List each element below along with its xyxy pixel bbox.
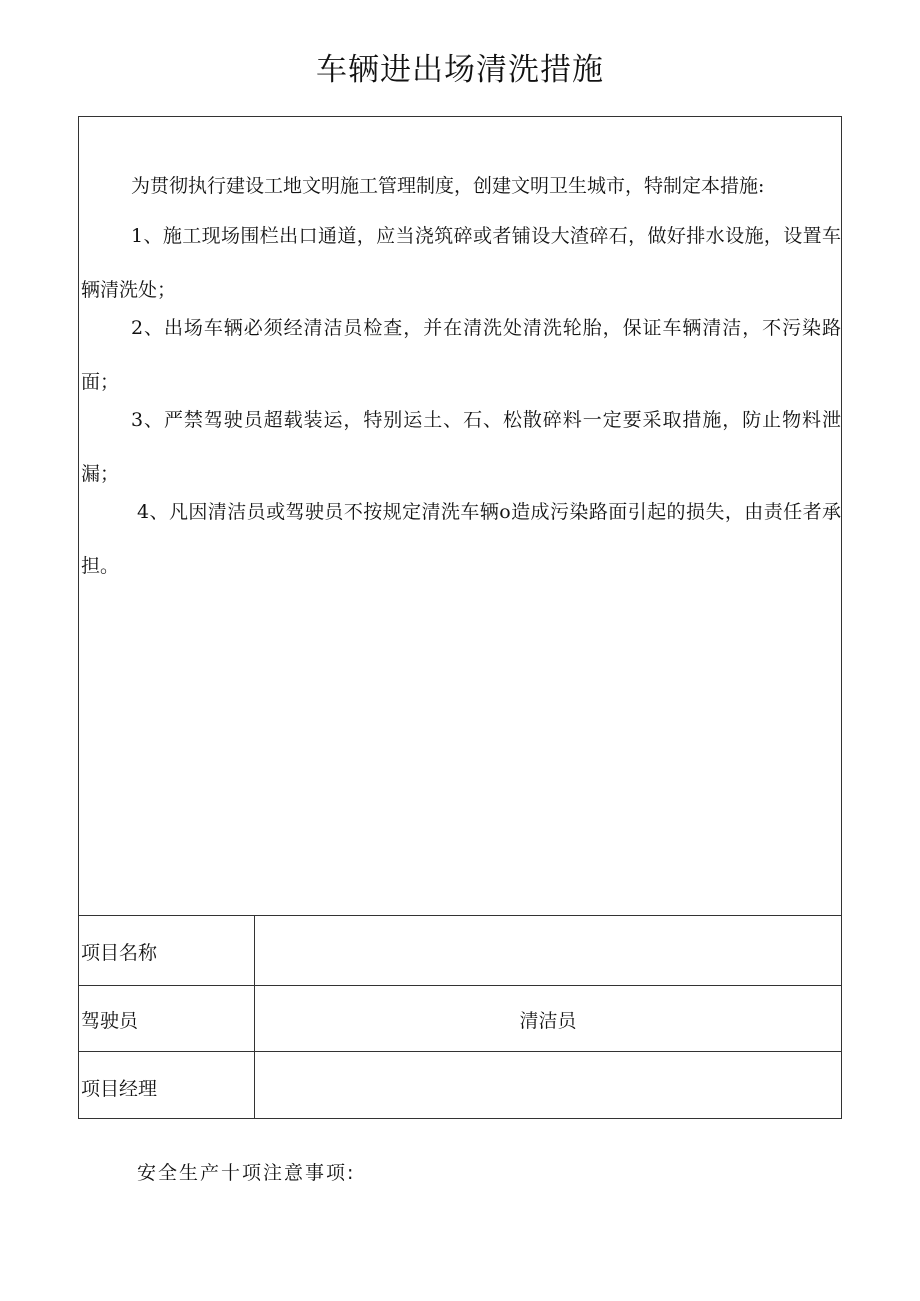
column-divider bbox=[254, 916, 255, 985]
driver-row bbox=[79, 986, 841, 1052]
measures-body-cell bbox=[79, 117, 841, 916]
project-manager-row bbox=[79, 1052, 841, 1118]
intro-paragraph: 为贯彻执行建设工地文明施工管理制度，创建文明卫生城市，特制定本措施: bbox=[131, 175, 765, 197]
project-manager-label: 项目经理 bbox=[81, 1078, 158, 1100]
measure-item-2: 2、出场车辆必须经清洁员检查，并在清洗处清洗轮胎，保证车辆清洁，不污染路面； bbox=[81, 317, 841, 393]
cleaner-label: 清洁员 bbox=[519, 1010, 577, 1032]
column-divider bbox=[254, 1052, 255, 1118]
measure-item-4: 4、凡因清洁员或驾驶员不按规定清洗车辆o造成污染路面引起的损失，由责任者承担。 bbox=[81, 501, 841, 577]
document-title: 车辆进出场清洗措施 bbox=[316, 52, 604, 88]
project-name-label: 项目名称 bbox=[81, 942, 158, 964]
safety-notes-heading: 安全生产十项注意事项: bbox=[137, 1162, 356, 1184]
driver-label: 驾驶员 bbox=[81, 1010, 139, 1032]
project-name-row bbox=[79, 916, 841, 986]
measure-item-1: 1、施工现场围栏出口通道，应当浇筑碎或者铺设大渣碎石，做好排水设施，设置车辆清洗处； bbox=[81, 225, 841, 301]
measure-item-3: 3、严禁驾驶员超载装运，特别运土、石、松散碎料一定要采取措施，防止物料泄漏； bbox=[81, 409, 841, 485]
measures-form bbox=[78, 116, 842, 1119]
